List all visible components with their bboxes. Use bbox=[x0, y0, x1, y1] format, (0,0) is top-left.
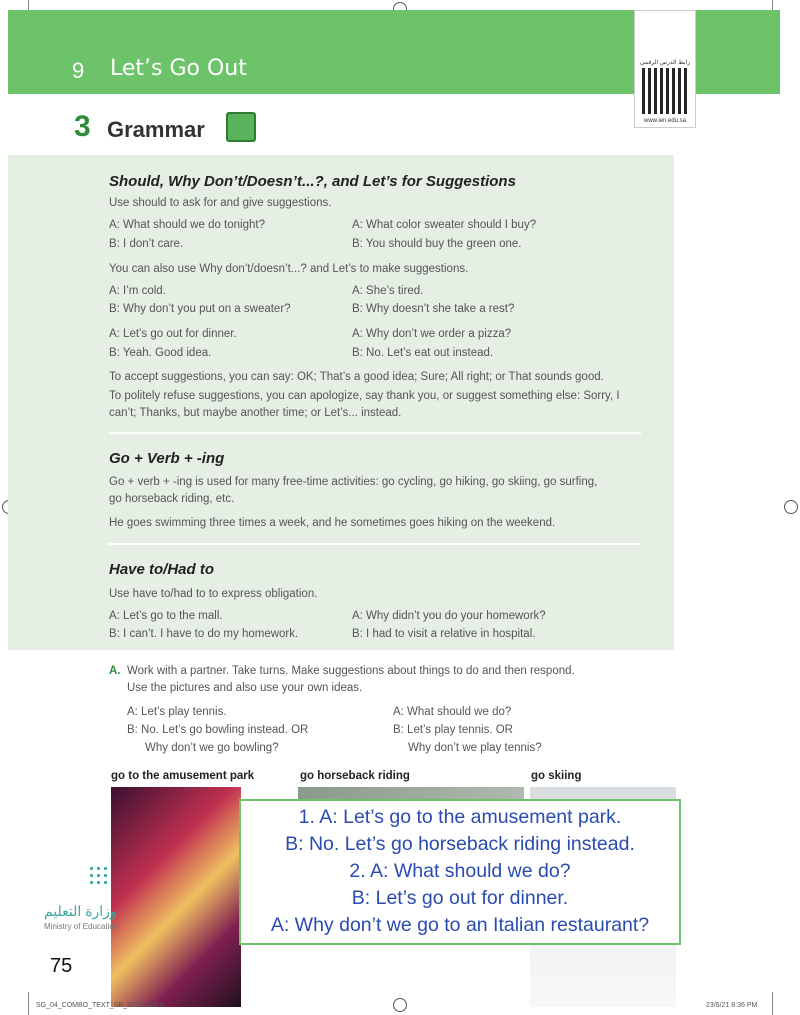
photo-label-horseback-riding: go horseback riding bbox=[300, 770, 410, 782]
example-line: B: I don’t care. bbox=[109, 238, 184, 250]
section-title: Grammar bbox=[107, 117, 205, 142]
grammar-heading-suggestions: Should, Why Don’t/Doesn’t...?, and Let’s for Suggestions bbox=[109, 173, 516, 190]
divider bbox=[109, 543, 641, 545]
example-line: A: Why don’t we order a pizza? bbox=[352, 328, 512, 340]
exercise-instruction: Use the pictures and also use your own ideas. bbox=[127, 682, 363, 694]
answer-line: 2. A: What should we do? bbox=[349, 860, 571, 882]
footer-file-name: SG_04_COMBO_TEXT_SB_2021.indd 4 bbox=[36, 1002, 164, 1009]
grammar-text: To accept suggestions, you can say: OK; That’s a good idea; Sure; All right; or That sounds good. bbox=[109, 371, 604, 383]
grammar-heading-have-to: Have to/Had to bbox=[109, 561, 215, 578]
example-line: A: I’m cold. bbox=[109, 285, 166, 297]
example-line: A: Let’s go out for dinner. bbox=[109, 328, 237, 340]
grammar-book-icon bbox=[226, 112, 256, 142]
example-line: B: I can’t. I have to do my homework. bbox=[109, 628, 299, 640]
section-number: 3 bbox=[74, 110, 91, 143]
answer-callout bbox=[239, 799, 681, 945]
example-line: He goes swimming three times a week, and he sometimes goes hiking on the weekend. bbox=[109, 517, 556, 529]
qr-caption: رابط الدرس الرقمي bbox=[639, 60, 691, 66]
example-line: B: Let’s play tennis. OR bbox=[393, 724, 513, 736]
answer-line: 1. A: Let’s go to the amusement park. bbox=[298, 806, 622, 828]
ministry-name-arabic: وزارة التعليم bbox=[44, 903, 117, 919]
footer-date: 23/6/21 8:36 PM bbox=[706, 1002, 758, 1009]
grammar-text: You can also use Why don’t/doesn’t...? and Let’s to make suggestions. bbox=[109, 263, 469, 275]
example-line: A: What should we do? bbox=[393, 706, 512, 718]
example-line: A: Let’s play tennis. bbox=[127, 706, 227, 718]
example-line: B: You should buy the green one. bbox=[352, 238, 522, 250]
photo-label-skiing: go skiing bbox=[531, 770, 582, 782]
answer-line: B: No. Let’s go horseback riding instead. bbox=[285, 833, 635, 855]
divider bbox=[109, 432, 641, 434]
unit-number: 9 bbox=[72, 58, 85, 83]
example-line: A: What color sweater should I buy? bbox=[352, 219, 537, 231]
example-line: A: She’s tired. bbox=[352, 285, 424, 297]
example-line: B: I had to visit a relative in hospital. bbox=[352, 628, 536, 640]
example-line: B: Why don’t you put on a sweater? bbox=[109, 303, 291, 315]
example-line: A: Why didn’t you do your homework? bbox=[352, 610, 546, 622]
unit-title: Let’s Go Out bbox=[110, 56, 247, 81]
grammar-text: Use should to ask for and give suggestions. bbox=[109, 197, 332, 209]
example-line: A: What should we do tonight? bbox=[109, 219, 265, 231]
qr-code-card[interactable] bbox=[634, 10, 696, 128]
grammar-text: go horseback riding, etc. bbox=[109, 493, 235, 505]
grammar-heading-go-verb-ing: Go + Verb + -ing bbox=[109, 450, 225, 467]
exercise-letter: A. bbox=[109, 665, 121, 677]
grammar-text: To politely refuse suggestions, you can apologize, say thank you, or suggest something else: Sorry, I bbox=[109, 390, 620, 402]
answer-line: A: Why don’t we go to an Italian restaurant? bbox=[270, 914, 650, 936]
photo-label-amusement-park: go to the amusement park bbox=[111, 770, 255, 782]
example-line: B: No. Let’s go bowling instead. OR bbox=[127, 724, 309, 736]
example-line: Why don’t we play tennis? bbox=[408, 742, 542, 754]
registration-mark-icon bbox=[784, 500, 798, 514]
grammar-text: Go + verb + -ing is used for many free-time activities: go cycling, go hiking, go skiing, go surfing, bbox=[109, 476, 598, 488]
grammar-text: can’t; Thanks, but maybe another time; or Let’s... instead. bbox=[109, 407, 402, 419]
example-line: B: No. Let’s eat out instead. bbox=[352, 347, 494, 359]
exercise-instruction: Work with a partner. Take turns. Make suggestions about things to do and then respond. bbox=[127, 665, 575, 677]
answer-line: B: Let’s go out for dinner. bbox=[351, 887, 569, 909]
example-line: B: Why doesn’t she take a rest? bbox=[352, 303, 515, 315]
grammar-panel bbox=[8, 155, 674, 650]
ministry-logo-icon bbox=[88, 865, 108, 885]
qr-url: www.ien.edu.sa bbox=[643, 118, 687, 124]
qr-code-icon bbox=[642, 68, 688, 114]
example-line: Why don’t we go bowling? bbox=[145, 742, 279, 754]
amusement-park-photo bbox=[111, 787, 241, 1007]
page-number: 75 bbox=[50, 955, 73, 977]
grammar-text: Use have to/had to to express obligation. bbox=[109, 588, 318, 600]
ministry-name-english: Ministry of Education bbox=[44, 922, 119, 931]
example-line: A: Let’s go to the mall. bbox=[109, 610, 223, 622]
registration-mark-icon bbox=[393, 998, 407, 1012]
example-line: B: Yeah. Good idea. bbox=[109, 347, 212, 359]
